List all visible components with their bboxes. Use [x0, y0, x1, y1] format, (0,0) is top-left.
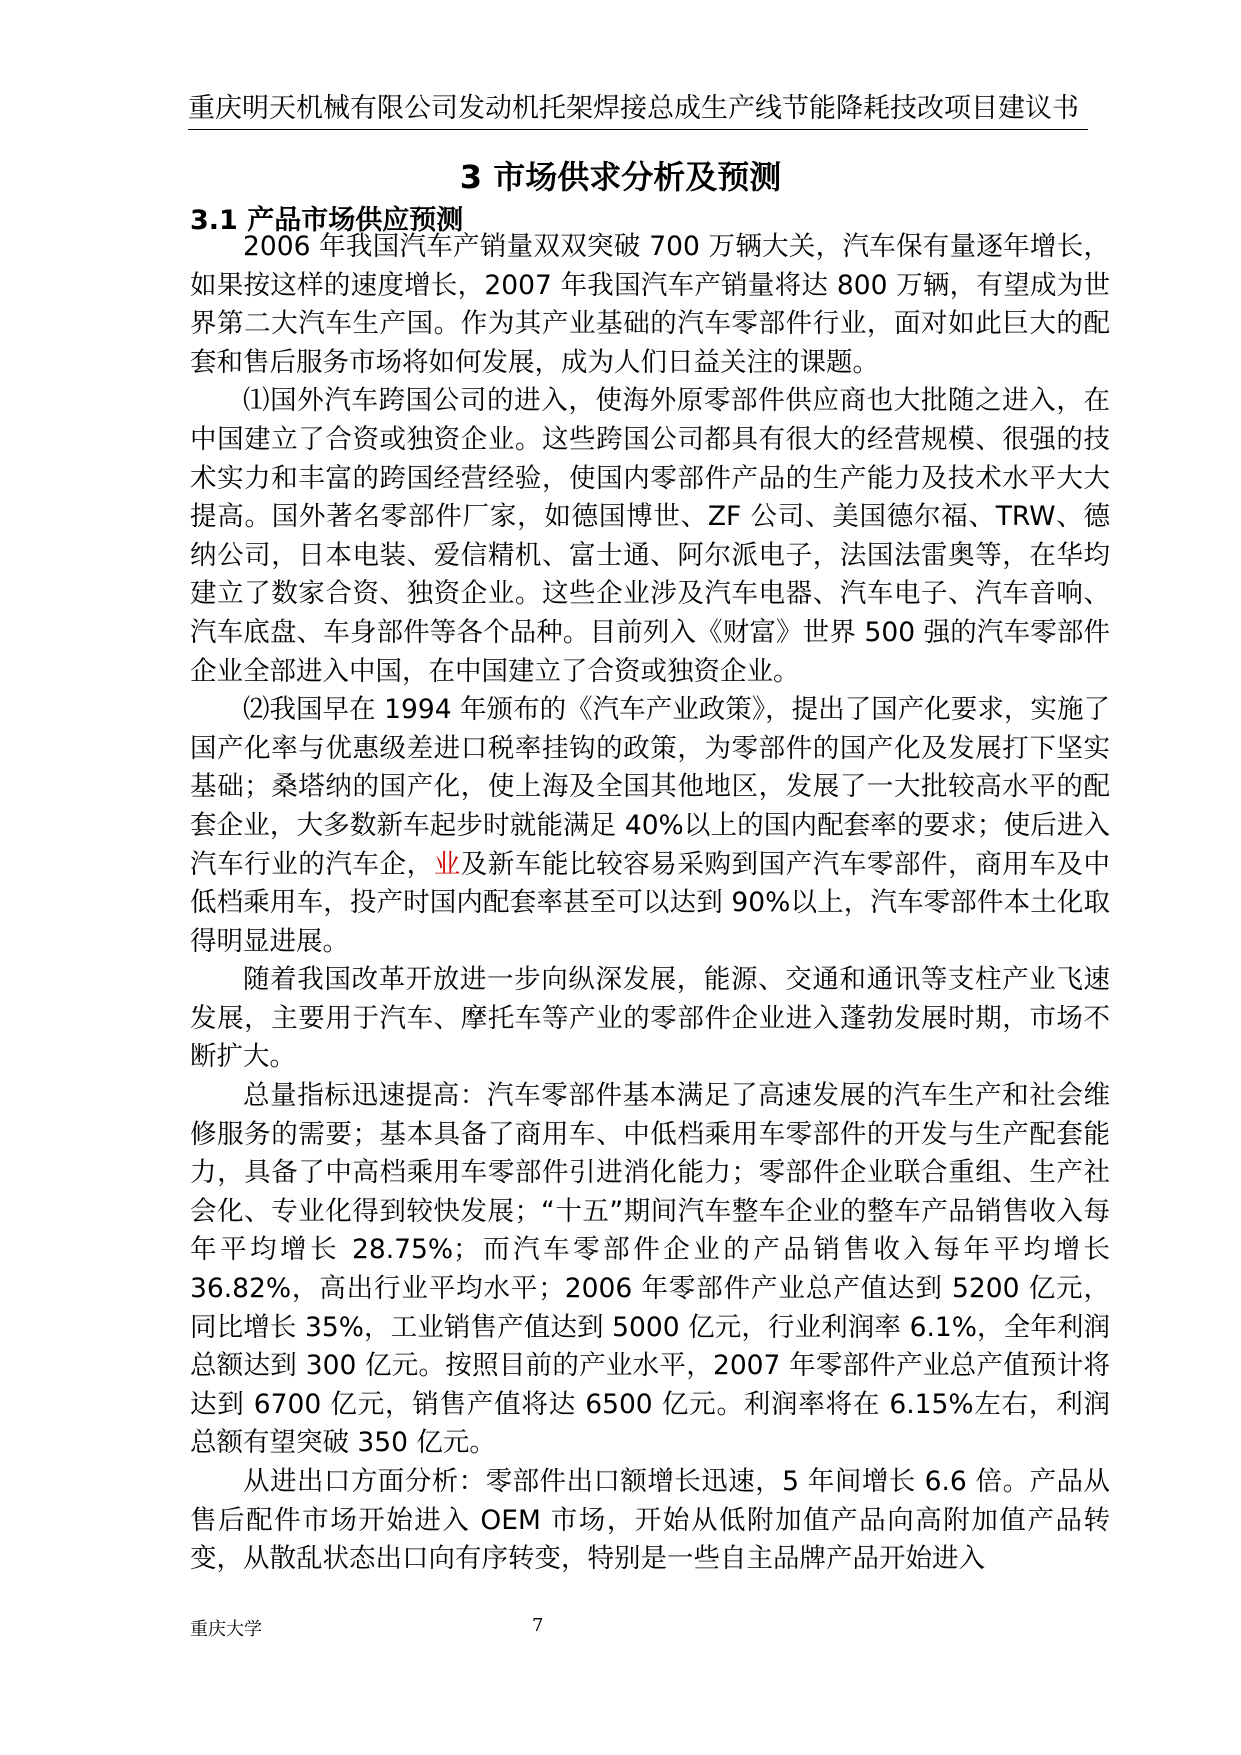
section-title: 3.1 产品市场供应预测 — [190, 205, 464, 236]
paragraph-1: 2006 年我国汽车产销量双双突破 700 万辆大关，汽车保有量逐年增长，如果按这样的速度增长，2007 年我国汽车产销量将达 800 万辆，有望成为世界第二大汽车生产国。作为其产业基础的汽车零部件行业，面对如此巨大的配套和售后服务市场将如何发展，成为人们日益关注的课题。 — [190, 231, 1110, 378]
paragraph-4: 随着我国改革开放进一步向纵深发展，能源、交通和通讯等支柱产业飞速发展，主要用于汽车、摩托车等产业的零部件企业进入蓬勃发展时期，市场不断扩大。 — [190, 964, 1110, 1073]
paragraph-5: 总量指标迅速提高：汽车零部件基本满足了高速发展的汽车生产和社会维修服务的需要；基本具备了商用车、中低档乘用车零部件的开发与生产配套能力，具备了中高档乘用车零部件引进消化能力；零部件企业联合重组、生产社会化、专业化得到较快发展；“十五”期间汽车整车企业的整车产品销售收入每年平均增长 28.75%；而汽车零部件企业的产品销售收入每年平均增长 36.82%，高出行业平均水平；2006 年零部件产业总产值达到 5200 亿元，同比增长 35%，工业销售产值达到 5000 亿元，行业利润率 6.1%，全年利润总额达到 300 亿元。按照目前的产业水平，2007 年零部件产业总产值预计将达到 6700 亿元，销售产值将达 6500 亿元。利润率将在 6.15%左右，利润总额有望突破 350 亿元。 — [190, 1080, 1110, 1459]
paragraph-6: 从进出口方面分析：零部件出口额增长迅速，5 年间增长 6.6 倍。产品从售后配件市场开始进入 OEM 市场，开始从低附加值产品向高附加值产品转变，从散乱状态出口向有序转变，特别是一些自主品牌产品开始进入 — [190, 1466, 1110, 1575]
paragraph-2: ⑴国外汽车跨国公司的进入，使海外原零部件供应商也大批随之进入，在中国建立了合资或独资企业。这些跨国公司都具有很大的经营规模、很强的技术实力和丰富的跨国经营经验，使国内零部件产品的生产能力及技术水平大大提高。国外著名零部件厂家，如德国博世、ZF 公司、美国德尔福、TRW、德纳公司，日本电装、爱信精机、富士通、阿尔派电子，法国法雷奥等，在华均建立了数家合资、独资企业。这些企业涉及汽车电器、汽车电子、汽车音响、汽车底盘、车身部件等各个品种。目前列入《财富》世界 500 强的汽车零部件企业全部进入中国，在中国建立了合资或独资企业。 — [190, 385, 1110, 687]
paragraph-3-part-1: ⑵我国早在 1994 年颁布的《汽车产业政策》，提出了国产化要求，实施了国产化率与优惠级差进口税率挂钩的政策，为零部件的国产化及发展打下坚实基础；桑塔纳的国产化，使上海及全国其他地区，发展了一大批较高水平的配套企业，大多数新车起步时就能满足 40%以上的国内配套率的要求；使后进入汽车行业的汽车企， — [190, 694, 1110, 880]
highlighted-character: 业 — [433, 848, 461, 880]
body-text — [190, 228, 1110, 1579]
chapter-title: 3 市场供求分析及预测 — [459, 158, 782, 196]
running-header: 重庆明天机械有限公司发动机托架焊接总成生产线节能降耗技改项目建议书 — [188, 86, 1088, 130]
footer-institution: 重庆大学 — [190, 1619, 262, 1640]
page-number: 7 — [532, 1615, 544, 1636]
paragraph-3-part-2: 及新车能比较容易采购到国产汽车零部件，商用车及中低档乘用车，投产时国内配套率甚至可以达到 90%以上，汽车零部件本土化取得明显进展。 — [190, 848, 1111, 957]
paragraph-3 — [190, 691, 1110, 961]
